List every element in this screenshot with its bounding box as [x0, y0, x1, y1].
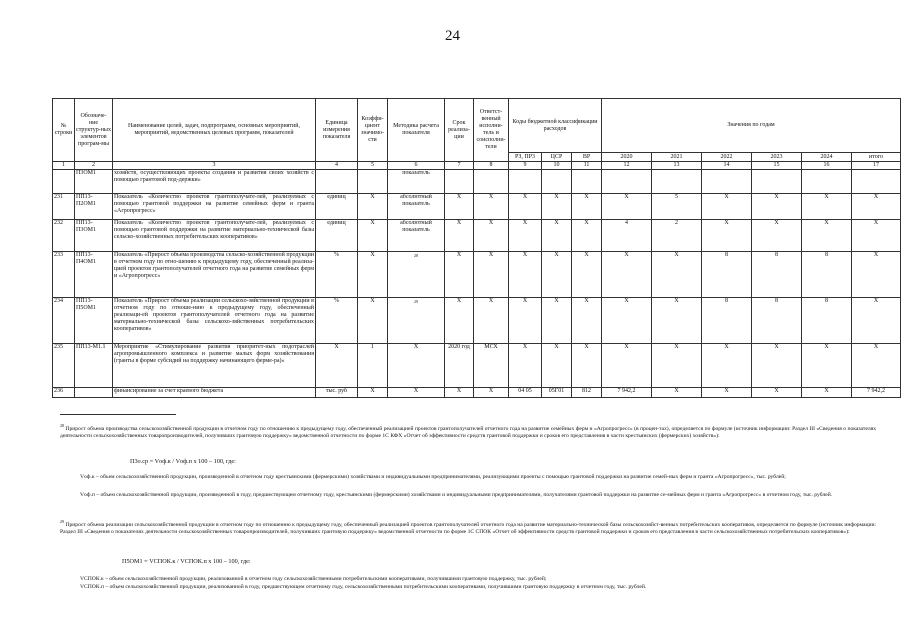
- program-indicators-table: [52, 98, 901, 398]
- cell-name: Показатель «Прирост объема реализации сельскохо-зяйственной продукции в отчетном году по отноше-нию к предыдущему году, обеспеченный реализаци-ей проектов грантополучателей отчетного года на развитие материально-технической базы сельскохо-зяйственных потребительских кооперативов»: [113, 298, 316, 344]
- cell-unit: тыс. руб: [316, 388, 358, 398]
- footnote-28-variable-1: Vоф.к – объем сельскохозяйственной продукции, произведенной в отчетном году крестьянскими (фермерскими) хозяйствами и индивидуальными предпринимателями, реализующими проекты с помощью грантовой поддержки на развитие семей-ных ферм и гранта «Агропрогресс», тыс. рублей;: [80, 474, 786, 480]
- footnote-29-number: 29: [60, 519, 64, 524]
- header-csr: ЦСР: [542, 153, 572, 162]
- cell-y2020: X: [602, 194, 652, 220]
- cell-method: показатель: [388, 170, 445, 194]
- cell-resp: X: [474, 220, 509, 252]
- cell-coef: X: [358, 252, 388, 298]
- cell-vr: X: [572, 252, 602, 298]
- cell-y2020: X: [602, 298, 652, 344]
- header-values-by-year: Значения по годам: [602, 99, 901, 153]
- cell-name: Показатель «Количество проектов грантополучате-лей, реализуемых с помощью грантовой поддержки на развитие семейных ферм и гранта «Агропрогресс»: [113, 194, 316, 220]
- cell-unit: единиц: [316, 194, 358, 220]
- footnote-29-variable-2: VСПОК.п – объем сельскохозяйственной продукции, реализованной в году, предшествующем отчетному году, сельскохозяйственными потребительскими кооперативами, получившими грантовую поддержку в отчетном году, тыс. рублей.: [80, 584, 647, 590]
- cell-y2020: X: [602, 252, 652, 298]
- cell-y2023: X: [752, 220, 802, 252]
- cell-vr: [572, 170, 602, 194]
- table-row: [53, 252, 901, 298]
- cell-rz: X: [509, 344, 542, 388]
- column-number: 11: [572, 162, 602, 170]
- cell-vr: 812: [572, 388, 602, 398]
- cell-csr: X: [542, 298, 572, 344]
- cell-term: 2020 год: [445, 344, 474, 388]
- header-code: Обозначе-ние структур-ных элементов програм-мы: [75, 99, 113, 162]
- column-number: 17: [852, 162, 901, 170]
- column-number-row: [53, 162, 901, 170]
- cell-term: X: [445, 220, 474, 252]
- cell-y2022: X: [702, 344, 752, 388]
- footnote-29-text: Прирост объема реализации сельскохозяйственной продукции в отчетном году по отношению к предыдущему году, обеспеченный реализацией проектов грантополучателей отчетного года на развитие материально-технической базы сельскохозяйст-венных потребительских кооперативов, определяется по формуле (источник информации: Раздел III «Сведения о показателях деятельности сельскохозяйственных товаропроизводителей, получивших грантовую поддержку» ведомственной отчетности по форме 1С СПОК «Отчет об эффективности средств грантовой поддержки и сроков его представления в части сельскохозяйственных потребительских кооперативов»):: [60, 521, 876, 535]
- footnote-29-variable-1: VСПОК.к – объем сельскохозяйственной продукции, реализованной в отчетном году сельскохозяйственными потребительскими кооперативами, получившими грантовую поддержку, тыс. рублей;: [80, 576, 547, 582]
- cell-rz: X: [509, 252, 542, 298]
- header-vr: ВР: [572, 153, 602, 162]
- cell-total: [852, 170, 901, 194]
- column-number: 12: [602, 162, 652, 170]
- cell-rz: X: [509, 220, 542, 252]
- header-budget-codes: Коды бюджетной классификации расходов: [509, 99, 602, 153]
- cell-method: абсолютный показатель: [388, 194, 445, 220]
- cell-y2022: 8: [702, 252, 752, 298]
- cell-rz: 04 05: [509, 388, 542, 398]
- header-year-2021: 2021: [652, 153, 702, 162]
- header-coefficient: Коэффи-циент значимо-сти: [358, 99, 388, 162]
- cell-y2024: X: [802, 388, 852, 398]
- footnote-reference: 29: [414, 299, 418, 304]
- column-number: 5: [358, 162, 388, 170]
- cell-method: X: [388, 344, 445, 388]
- table-row: [53, 170, 901, 194]
- column-number: 16: [802, 162, 852, 170]
- cell-coef: [358, 170, 388, 194]
- cell-total: X: [852, 298, 901, 344]
- footnote-separator: [60, 414, 176, 415]
- cell-coef: X: [358, 220, 388, 252]
- cell-unit: единиц: [316, 220, 358, 252]
- cell-n: 232: [53, 220, 75, 252]
- cell-y2021: X: [652, 344, 702, 388]
- cell-n: 231: [53, 194, 75, 220]
- footnote-28: [60, 422, 876, 440]
- table-row: [53, 194, 901, 220]
- column-number: 7: [445, 162, 474, 170]
- header-term: Срок реализа-ции: [445, 99, 474, 162]
- cell-resp: [474, 170, 509, 194]
- cell-csr: 05Г01: [542, 388, 572, 398]
- cell-y2020: 7 942,2: [602, 388, 652, 398]
- footnote-29: [60, 518, 876, 536]
- cell-unit: X: [316, 344, 358, 388]
- cell-coef: X: [358, 194, 388, 220]
- cell-code: ПП13-М1.1: [75, 344, 113, 388]
- cell-resp: X: [474, 298, 509, 344]
- header-name: Наименование целей, задач, подпрограмм, основных мероприятий, мероприятий, ведомственных целевых программ, показателей: [113, 99, 316, 162]
- cell-rz: X: [509, 194, 542, 220]
- cell-y2021: 2: [652, 220, 702, 252]
- cell-y2024: X: [802, 194, 852, 220]
- cell-coef: 1: [358, 344, 388, 388]
- cell-y2023: X: [752, 388, 802, 398]
- cell-csr: X: [542, 220, 572, 252]
- cell-n: 236: [53, 388, 75, 398]
- cell-y2020: 4: [602, 220, 652, 252]
- header-year-2020: 2020: [602, 153, 652, 162]
- cell-y2020: [602, 170, 652, 194]
- cell-name: Мероприятие «Стимулирование развития приоритет-ных подотраслей агропромышленного комплекса и развитие малых форм хозяйствования (гранты в форме субсидий на поддержку начинающего ферме-ра)»: [113, 344, 316, 388]
- cell-name: хозяйств, осуществляющих проекты создания и развития своих хозяйств с помощью грантовой под-держки»: [113, 170, 316, 194]
- cell-term: X: [445, 194, 474, 220]
- column-number: 15: [752, 162, 802, 170]
- cell-name: Показатель «Количество проектов грантополучате-лей, реализуемых с помощью грантовой поддержки на развитие материально-технической базы сельско-хозяйственных потребительских кооперативов»: [113, 220, 316, 252]
- cell-y2022: X: [702, 220, 752, 252]
- header-unit: Единица измерения показателя: [316, 99, 358, 162]
- column-number: 1: [53, 162, 75, 170]
- column-number: 9: [509, 162, 542, 170]
- cell-unit: %: [316, 252, 358, 298]
- cell-coef: X: [358, 298, 388, 344]
- cell-term: X: [445, 252, 474, 298]
- cell-n: 234: [53, 298, 75, 344]
- cell-y2024: X: [802, 220, 852, 252]
- cell-y2023: X: [752, 194, 802, 220]
- cell-vr: X: [572, 344, 602, 388]
- header-year-2022: 2022: [702, 153, 752, 162]
- header-rz: РЗ, ПР3: [509, 153, 542, 162]
- cell-rz: X: [509, 298, 542, 344]
- cell-resp: X: [474, 194, 509, 220]
- column-number: 10: [542, 162, 572, 170]
- column-number: 14: [702, 162, 752, 170]
- header-responsible: Ответст-венный исполни-тель и соисполни-тели: [474, 99, 509, 162]
- cell-y2022: 8: [702, 298, 752, 344]
- cell-resp: МСХ: [474, 344, 509, 388]
- cell-term: [445, 170, 474, 194]
- cell-csr: X: [542, 194, 572, 220]
- footnote-29-formula: П5ОМ1 = VСПОК.к / VСПОК.п x 100 – 100, где:: [122, 558, 251, 565]
- table-row: [53, 220, 901, 252]
- cell-code: ПП13-П4ОМ1: [75, 252, 113, 298]
- cell-y2021: X: [652, 388, 702, 398]
- cell-csr: X: [542, 252, 572, 298]
- column-number: 3: [113, 162, 316, 170]
- cell-term: X: [445, 388, 474, 398]
- cell-csr: X: [542, 344, 572, 388]
- cell-coef: X: [358, 388, 388, 398]
- column-number: 8: [474, 162, 509, 170]
- page-number: 24: [445, 28, 460, 44]
- footnote-28-formula: П3о.ср = Vоф.к / Vоф.п x 100 – 100, где:: [130, 458, 236, 465]
- cell-method: [388, 252, 445, 298]
- cell-y2021: X: [652, 298, 702, 344]
- cell-y2024: [802, 170, 852, 194]
- cell-csr: [542, 170, 572, 194]
- cell-total: X: [852, 194, 901, 220]
- cell-y2022: X: [702, 194, 752, 220]
- cell-y2023: 8: [752, 298, 802, 344]
- cell-y2024: 8: [802, 252, 852, 298]
- cell-total: X: [852, 220, 901, 252]
- cell-total: 7 942,2: [852, 388, 901, 398]
- cell-y2021: [652, 170, 702, 194]
- header-row-number: № строки: [53, 99, 75, 162]
- cell-vr: X: [572, 194, 602, 220]
- header-method: Методика расчета показателя: [388, 99, 445, 162]
- footnote-28-text: Прирост объема производства сельскохозяйственной продукции в отчетном году по отношению к предыдущему году, обеспеченный реализацией проектов грантополучателей отчетного года на развитие семейных ферм и «Агропрогресс» (в процен-тах), определяется по формуле (источник информации: Раздел III «Сведения о показателях деятельности сельскохозяйственных товаропроизводителей, получивших грантовую поддержку» ведомственной отчетности по форме 1С КФХ «Отчет об эффективности средств грантовой поддержки и сроков его представления в части крестьянских (фермерских) хозяйств»):: [60, 425, 876, 439]
- cell-y2024: 8: [802, 298, 852, 344]
- cell-rz: [509, 170, 542, 194]
- cell-n: 233: [53, 252, 75, 298]
- cell-n: 235: [53, 344, 75, 388]
- cell-method: абсолютный показатель: [388, 220, 445, 252]
- cell-vr: X: [572, 220, 602, 252]
- cell-code: ПП13-П3ОМ1: [75, 220, 113, 252]
- column-number: 6: [388, 162, 445, 170]
- cell-y2022: [702, 170, 752, 194]
- header-year-2023: 2023: [752, 153, 802, 162]
- header-year-2024: 2024: [802, 153, 852, 162]
- cell-name: финансирование за счет краевого бюджета: [113, 388, 316, 398]
- cell-method: X: [388, 388, 445, 398]
- column-number: 13: [652, 162, 702, 170]
- cell-total: X: [852, 252, 901, 298]
- cell-resp: X: [474, 388, 509, 398]
- cell-y2021: X: [652, 252, 702, 298]
- table-row: [53, 344, 901, 388]
- cell-code: ПП13-П5ОМ1: [75, 298, 113, 344]
- cell-y2021: 5: [652, 194, 702, 220]
- cell-term: X: [445, 298, 474, 344]
- cell-vr: X: [572, 298, 602, 344]
- cell-unit: [316, 170, 358, 194]
- cell-y2024: X: [802, 344, 852, 388]
- cell-code: ПП13-П2ОМ1: [75, 194, 113, 220]
- cell-y2023: [752, 170, 802, 194]
- cell-y2022: X: [702, 388, 752, 398]
- cell-name: Показатель «Прирост объема производства сельско-хозяйственной продукции в отчетном году по отно-шению к предыдущему году, обеспеченный реализа-цией проектов грантополучателей отчетного года на развитие семейных ферм и «Агропрогресс»: [113, 252, 316, 298]
- table-row: [53, 298, 901, 344]
- table-row: [53, 388, 901, 398]
- cell-code: [75, 388, 113, 398]
- column-number: 2: [75, 162, 113, 170]
- column-number: 4: [316, 162, 358, 170]
- cell-code: П3ОМ1: [75, 170, 113, 194]
- cell-unit: %: [316, 298, 358, 344]
- cell-y2020: X: [602, 344, 652, 388]
- footnote-28-number: 28: [60, 423, 64, 428]
- cell-n: [53, 170, 75, 194]
- cell-method: [388, 298, 445, 344]
- footnote-28-variable-2: Vоф.п – объем сельскохозяйственной продукции, произведенной в году, предшествующем отчетному году, крестьянскими (фермерскими) хозяйствами и индивидуальными предпринимателями, получателями грантовой поддержки на развитие се-мейных ферм и гранта «Агропрогресс» в отчетном году, тыс. рублей.: [80, 492, 833, 498]
- header-total: итого: [852, 153, 901, 162]
- cell-y2023: 8: [752, 252, 802, 298]
- cell-total: X: [852, 344, 901, 388]
- cell-resp: X: [474, 252, 509, 298]
- cell-y2023: X: [752, 344, 802, 388]
- footnote-reference: 28: [414, 253, 418, 258]
